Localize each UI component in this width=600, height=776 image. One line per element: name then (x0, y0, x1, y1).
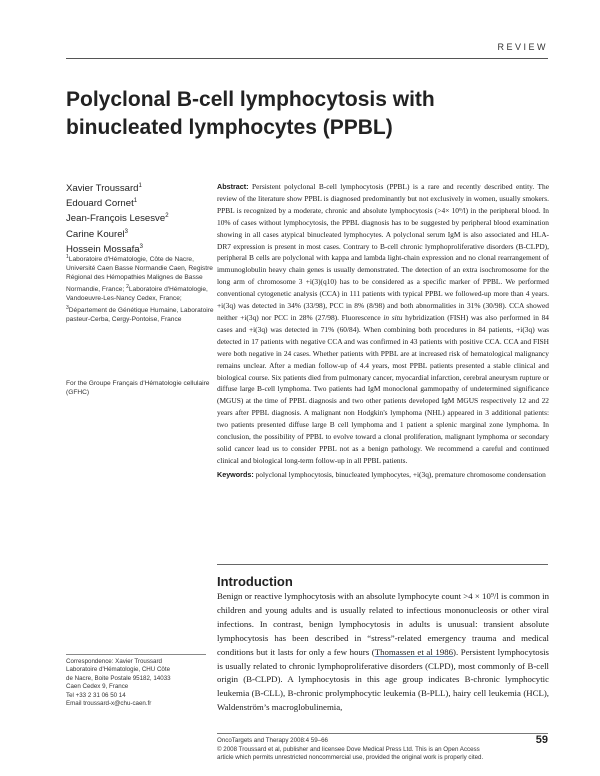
abstract-text: Abstract: Persistent polyclonal B-cell lymphocytosis (PPBL) is a rare and recently described entity. The review of the literature show PPBL is diagnosed predominantly but not exclusively in women, usually smokers. PPBL is recognized by a moderate, chronic and absolute lymphocytosis (>4× 10⁹/l) in the peripheral blood. In 10% of cases without lymphocytosis, the PPBL diagnosis has to be suggested by peripheral blood examination showing in all cases atypical binucleated lymphocytes. A polyclonal serum IgM is also associated and HLA-DR7 expression is present in most cases. Contrary to B-cell chronic lymphoproliferative disorders (B-CLPD), peripheral B cells are polyclonal with kappa and lambda light-chain expression and no clonal rearrangement of immunoglobulin heavy chain genes is usually demonstrated. The detection of an extra isochromosome for the long arm of chromosome 3 +i(3)(q10) has to be considered as a specific marker of PPBL. We performed conventional cytogenetic analysis (CCA) in 111 patients with typical PPBL we followed-up more than 4 years. +i(3q) was detected in 34% (33/98), PCC in 8% (8/98) and both abnormalities in 31% (30/98). CCA showed neither +i(3q) nor PCC in 28% (27/98). Fluorescence in situ hybridization (FISH) was also performed in 84 cases and +i(3q) was detected in 71% (60/84). When combining both procedures in 84 patients, +i(3q) was detected in 17 patients with negative CCA and was confirmed in 43 patients with positive CCA. CCA and FISH were both negative in 24 cases. Whether patients with PPBL are at increased risk of hematological malignancy remains unclear. After a median follow-up of 4.4 years, most PPBL patients presented a stable clinical and biological course. Six patients died from pulmonary cancer, myocardial infarction, cerebral aneurysm rupture or diffuse large B-cell lymphoma. Two patients had IgM monoclonal gammopathy of undetermined significance (MGUS) at the time of PPBL diagnosis and two other patients developed IgM MGUS respectively 12 and 22 years after PPBL diagnosis. A malignant non Hodgkin's lymphoma (NHL) appeared in 3 additional patients: two patients presented diffuse large B cell lymphoma and 1 patient a splenic marginal zone lymphoma. In conclusion, the possibility of PPBL to evolve toward a clonal proliferation, malignant lymphoma or secondary solid cancer lead us to consider PPBL not as a benign pathology. We recommend a careful and continued clinical and biological long-term follow-up in all PPBL patients. (217, 182, 549, 465)
author: Carine Kourel$^3$ (66, 228, 129, 240)
author: Hossein Mossafa$^3$ (66, 243, 143, 255)
group-note: For the Groupe Français d'Hématologie cellulaire (GFHC) (66, 380, 210, 396)
footer-rule (217, 733, 548, 734)
correspondence: Correspondence: Xavier Troussard Laboratoire d'Hématologie, CHU Côte de Nacre, Boite Postale 95182, 14033 Caen Cedex 9, France Tel +33 2 31 06 50 14 Email troussard-x@chu-caen.fr (66, 658, 211, 708)
correspondence-rule (66, 654, 206, 655)
copyright-notice: © 2008 Troussard et al, publisher and licensee Dove Medical Press Ltd. This is an Open Access (217, 745, 480, 753)
journal-citation: OncoTargets and Therapy 2008:4 59–66 (217, 737, 328, 744)
abstract-divider (217, 564, 548, 565)
author-list (66, 180, 216, 256)
correspondence-email[interactable]: Email troussard-x@chu-caen.fr (66, 700, 152, 708)
author: Jean-François Lesesve$^2$ (66, 213, 169, 225)
introduction-text: Benign or reactive lymphocytosis with an absolute lymphocyte count >4 × 10⁹/l is common in children and young adults and is usually related to infectious mononucleosis or other viral infections. In contrast, benign lymphocytosis in adults is unusual: transient absolute lymphocytosis has been described in “stress”-related emergency trauma and medical conditions but it lasts for only a few hours (Thomassen et al 1986). Persistent lymphocytosis is usually related to chronic lymphoproliferative disorders (CLPD), most commonly of B-cell origin (B-CLPD). A lymphocytosis in this age group indicates B-chronic lymphocytic leukemia (B-CLL), B-chronic prolymphocytic leukemia (B-PLL), hairy cell leukemia (HCL), Waldenström’s macroglobulinemia, (217, 591, 549, 713)
author: Edouard Cornet$^1$ (66, 198, 138, 210)
license-notice: article which permits unrestricted noncommercial use, provided the original work is properly cited. (217, 754, 484, 762)
page-number: 59 (535, 734, 548, 746)
abstract (217, 181, 549, 481)
introduction-heading: Introduction (217, 574, 293, 589)
affiliations: $^1$Laboratoire d'Hématologie, Côte de Nacre, Université Caen Basse Normandie Caen, Registre Régional des Hémopathies Malignes de Basse Normandie, France; $^2$Laboratoire d'Hématologie, Vandoeuvre-Les-Nancy Cedex, France; $^3$Département de Génétique Humaine, Laboratoire pasteur-Cerba, Cergy-Pontoise, France (66, 254, 214, 323)
article-title: Polyclonal B-cell lymphocytosis with binucleated lymphocytes (PPBL) (66, 88, 435, 139)
footer (217, 737, 517, 763)
keywords: Keywords: polyclonal lymphocytosis, binucleated lymphocytes, +i(3q), premature chromosome condensation (217, 469, 546, 479)
citation-link[interactable]: Thomassen et al 1986 (374, 646, 454, 657)
header-rule (66, 58, 548, 59)
section-label: REVIEW (497, 42, 548, 52)
author: Xavier Troussard$^1$ (66, 183, 142, 195)
